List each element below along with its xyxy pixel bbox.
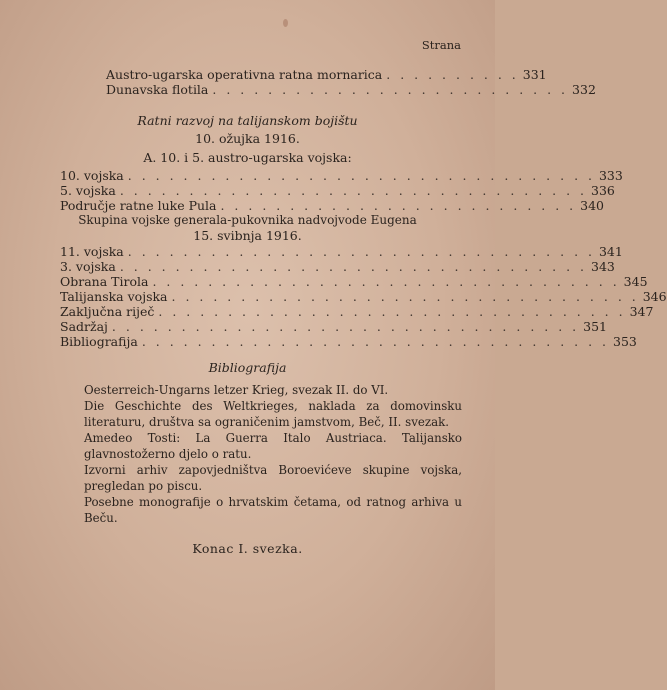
toc-entry-label: Obrana Tirola bbox=[60, 274, 149, 289]
subheading: Skupina vojske generala-pukovnika nadvojvode Eugena bbox=[78, 213, 417, 227]
toc-entry bbox=[60, 334, 637, 349]
toc-entry bbox=[60, 319, 607, 334]
bibliography-item bbox=[60, 430, 462, 462]
leader-dots: . . . . . . . . . . . . . . . . . . . . . . . . . . . . . . . . . . bbox=[152, 274, 620, 289]
leader-dots: . . . . . . . . . . . . . . . . . . . . . . . . . . . . . . . . . . bbox=[119, 183, 588, 198]
leader-dots: . . . . . . . . . . . . . . . . . . . . . . . . . . . . . . . . . . bbox=[119, 259, 588, 274]
toc-entry bbox=[106, 67, 547, 82]
bibliography-item bbox=[60, 382, 462, 398]
toc-entry-label: Zaključna riječ bbox=[60, 304, 155, 319]
toc-entry bbox=[60, 304, 654, 319]
toc-entry-label: Sadržaj bbox=[60, 319, 108, 334]
toc-entry bbox=[60, 289, 667, 304]
toc-entry-page: 340 bbox=[580, 198, 604, 213]
toc-entry bbox=[60, 259, 615, 274]
bibliography-item bbox=[60, 494, 462, 526]
leader-dots: . . . . . . . . . . . . . . . . . . . . . . . . . . . . . . . . . . bbox=[127, 168, 595, 183]
leader-dots: . . . . . . . . . . bbox=[386, 67, 519, 82]
toc-entry-label: Dunavska flotila bbox=[106, 82, 209, 97]
toc-entry bbox=[60, 168, 623, 183]
bibliography-title: Bibliografija bbox=[208, 360, 287, 375]
bibliography-item-text: Amedeo Tosti: La Guerra Italo Austriaca. Talijansko glavnostožerno djelo o ratu. bbox=[84, 431, 462, 461]
toc-entry-label: Austro-ugarska operativna ratna mornarica bbox=[106, 67, 383, 82]
section-date: 15. svibnja 1916. bbox=[193, 228, 302, 243]
paper-stain bbox=[283, 19, 288, 27]
bibliography-item-text: Oesterreich-Ungarns letzer Krieg, svezak II. do VI. bbox=[84, 383, 389, 397]
toc-entry-label: 3. vojska bbox=[60, 259, 116, 274]
toc-entry-page: 343 bbox=[591, 259, 615, 274]
toc-entry-page: 336 bbox=[591, 183, 615, 198]
toc-entry-label: Područje ratne luke Pula bbox=[60, 198, 217, 213]
section-title: Ratni razvoj na talijanskom bojištu bbox=[137, 113, 358, 128]
toc-entry-page: 353 bbox=[613, 334, 637, 349]
leader-dots: . . . . . . . . . . . . . . . . . . . . . . . . . . . . . . . . . . bbox=[171, 289, 639, 304]
toc-entry bbox=[60, 274, 648, 289]
toc-entry bbox=[106, 82, 596, 97]
leader-dots: . . . . . . . . . . . . . . . . . . . . . . . . . . . . . . . . . . bbox=[127, 244, 595, 259]
bibliography-item bbox=[60, 398, 462, 430]
bibliography-item-text: Izvorni arhiv zapovjedništva Boroevićeve skupine vojska, pregledan po piscu. bbox=[84, 463, 462, 493]
leader-dots: . . . . . . . . . . . . . . . . . . . . . . . . . . . . . . . . . . bbox=[111, 319, 580, 334]
bibliography-item-text: Die Geschichte des Weltkrieges, naklada za domovinsku literaturu, društva sa ograničenim jamstvom, Beč, II. svezak. bbox=[84, 399, 462, 429]
toc-entry-label: 10. vojska bbox=[60, 168, 124, 183]
bibliography-item-text: Posebne monografije o hrvatskim četama, od ratnog arhiva u Beču. bbox=[84, 495, 462, 525]
toc-entry-page: 341 bbox=[598, 244, 623, 259]
toc-entry-label: Talijanska vojska bbox=[60, 289, 168, 304]
page-column-header: Strana bbox=[421, 38, 461, 52]
toc-entry-page: 347 bbox=[629, 304, 654, 319]
leader-dots: . . . . . . . . . . . . . . . . . . . . . . . . . . . . . . . . . . bbox=[141, 334, 610, 349]
leader-dots: . . . . . . . . . . . . . . . . . . . . . . . . . . . . . . . . . . bbox=[158, 304, 626, 319]
toc-entry-page: 331 bbox=[522, 67, 547, 82]
toc-entry-page: 333 bbox=[598, 168, 623, 183]
leader-dots: . . . . . . . . . . . . . . . . . . . . . . . . . . bbox=[220, 198, 577, 213]
toc-entry-label: Bibliografija bbox=[60, 334, 138, 349]
toc-entry bbox=[60, 244, 623, 259]
toc-entry bbox=[60, 183, 615, 198]
toc-entry-label: 11. vojska bbox=[60, 244, 124, 259]
toc-entry-page: 346 bbox=[642, 289, 667, 304]
subheading: A. 10. i 5. austro-ugarska vojska: bbox=[143, 150, 352, 165]
toc-entry-page: 332 bbox=[572, 82, 596, 97]
section-date: 10. ožujka 1916. bbox=[195, 131, 300, 146]
toc-entry-label: 5. vojska bbox=[60, 183, 116, 198]
toc-entry bbox=[60, 198, 604, 213]
toc-entry-page: 345 bbox=[623, 274, 648, 289]
leader-dots: . . . . . . . . . . . . . . . . . . . . . . . . . . bbox=[212, 82, 569, 97]
bibliography-item bbox=[60, 462, 462, 494]
toc-entry-page: 351 bbox=[583, 319, 607, 334]
footer-end-note: Konac I. svezka. bbox=[192, 541, 303, 556]
